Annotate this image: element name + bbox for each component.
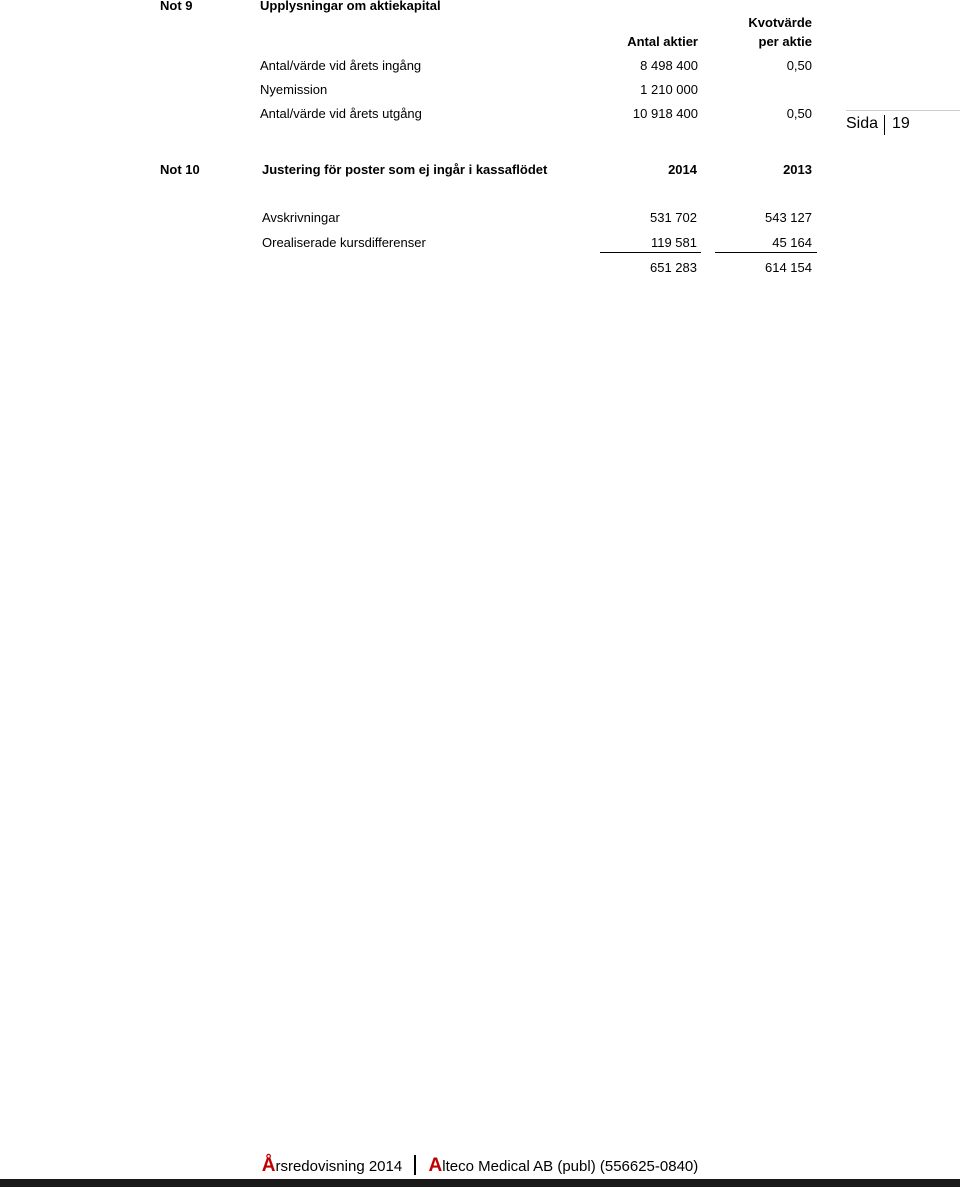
- note10-row-2014: 531 702: [650, 210, 697, 225]
- note9-label: Not 9: [160, 0, 193, 13]
- footer-bar: [0, 1179, 960, 1187]
- note10-total-2014: 651 283: [650, 260, 697, 275]
- footer: [0, 1155, 960, 1177]
- footer-cap-2: A: [428, 1155, 443, 1176]
- note9-row-quota: 0,50: [786, 58, 812, 73]
- note10-col-2014: 2014: [668, 162, 697, 177]
- note9-row-quota: 0,50: [786, 106, 812, 121]
- note9-row-shares: 10 918 400: [632, 106, 698, 121]
- note9-row-label: Antal/värde vid årets utgång: [260, 106, 422, 121]
- note10-col-2013: 2013: [783, 162, 812, 177]
- note9-col-quota-line2: per aktie: [758, 34, 812, 49]
- note9-row-label: Antal/värde vid årets ingång: [260, 58, 422, 73]
- note10-row-2013: 45 164: [772, 235, 812, 250]
- note9-col-shares: Antal aktier: [627, 34, 698, 49]
- note10-total-2013: 614 154: [765, 260, 812, 275]
- note10-label: Not 10: [160, 162, 200, 177]
- note10-title: Justering för poster som ej ingår i kassaflödet: [262, 162, 548, 177]
- note9-row-label: Nyemission: [260, 82, 328, 97]
- note9-row-shares: 8 498 400: [640, 58, 698, 73]
- page-label: Sida: [846, 115, 879, 132]
- footer-cap-1: Å: [261, 1155, 276, 1176]
- note10-row-label: Avskrivningar: [262, 210, 340, 225]
- subtotal-underline-2013: [715, 252, 817, 253]
- note9-title: Upplysningar om aktiekapital: [260, 0, 441, 13]
- note10-row-2013: 543 127: [765, 210, 812, 225]
- subtotal-underline-2014: [600, 252, 701, 253]
- footer-text-1: rsredovisning 2014: [275, 1158, 403, 1175]
- note10-row-2014: 119 581: [650, 235, 697, 250]
- page-separator: [884, 115, 885, 135]
- footer-text-2: lteco Medical AB (publ) (556625-0840): [442, 1158, 699, 1175]
- note9-col-quota-line1: Kvotvärde: [748, 15, 812, 30]
- footer-separator: [414, 1155, 416, 1175]
- page-number-box: [846, 110, 960, 141]
- note9-row-shares: 1 210 000: [640, 82, 698, 97]
- page-number: 19: [892, 115, 910, 132]
- note10-row-label: Orealiserade kursdifferenser: [262, 235, 426, 250]
